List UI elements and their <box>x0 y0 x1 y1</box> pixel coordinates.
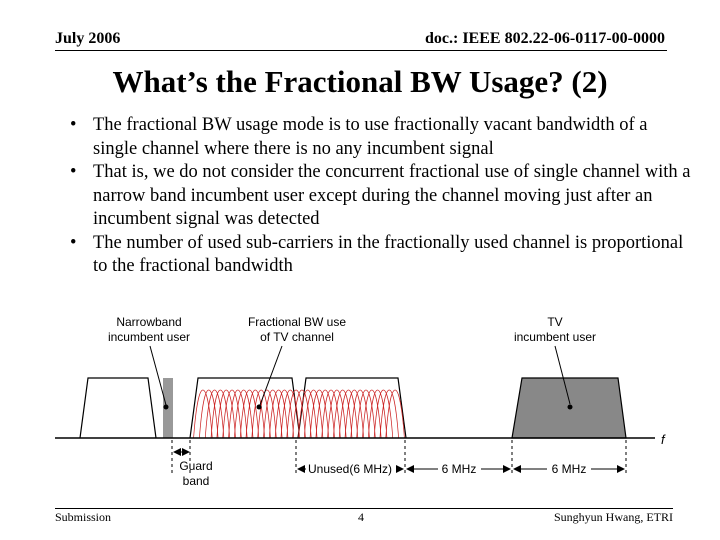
label-narrowband: Narrowband <box>116 315 182 329</box>
label-fractional: of TV channel <box>260 330 334 344</box>
label-guard: Guard <box>179 459 213 473</box>
label-6mhz: 6 MHz <box>441 462 477 476</box>
header-date: July 2006 <box>55 30 121 47</box>
bullet-text: The fractional BW usage mode is to use fractionally vacant bandwidth of a single channel where there is no any incumbent signal <box>93 115 648 159</box>
label-unused: Unused(6 MHz) <box>307 462 393 476</box>
label-narrowband: incumbent user <box>107 330 191 344</box>
bullet-list <box>70 114 695 279</box>
bullet-text: That is, we do not consider the concurrent fractional use of single channel with a narrow band incumbent user except during the channel moving just after an incumbent signal was detected <box>93 162 691 229</box>
fractional-channel-shape-1 <box>190 378 300 438</box>
footer-rule <box>55 508 673 509</box>
bullet-item <box>70 232 695 279</box>
pointer-dot <box>164 405 169 410</box>
footer-submission: Submission <box>55 510 112 524</box>
label-6mhz: 6 MHz <box>551 462 587 476</box>
header-doc-id: doc.: IEEE 802.22-06-0117-00-0000 <box>425 30 665 47</box>
label-fractional: Fractional BW use <box>247 315 347 329</box>
pointer-dot <box>568 405 573 410</box>
label-tv: incumbent user <box>513 330 597 344</box>
bullet-marker: • <box>70 232 77 253</box>
bullet-item <box>70 114 695 161</box>
bullet-item <box>70 161 695 232</box>
label-guard: band <box>182 474 210 488</box>
tv-channel-shape-left <box>80 378 156 438</box>
bullet-marker: • <box>70 115 77 135</box>
label-tv: TV <box>547 315 563 329</box>
header-rule <box>55 50 667 51</box>
footer-author: Sunghyun Hwang, ETRI <box>554 510 673 524</box>
slide-title: What’s the Fractional BW Usage? (2) <box>112 64 608 99</box>
pointer-dot <box>257 405 262 410</box>
footer-page-number: 4 <box>358 510 364 524</box>
axis-f-label: f <box>661 432 665 447</box>
spectrum-diagram <box>0 300 720 500</box>
pointer-narrowband <box>150 346 166 405</box>
bullet-text: The number of used sub-carriers in the fractionally used channel is proportional to the fractional bandwidth <box>93 232 684 276</box>
bullet-marker: • <box>70 162 77 182</box>
